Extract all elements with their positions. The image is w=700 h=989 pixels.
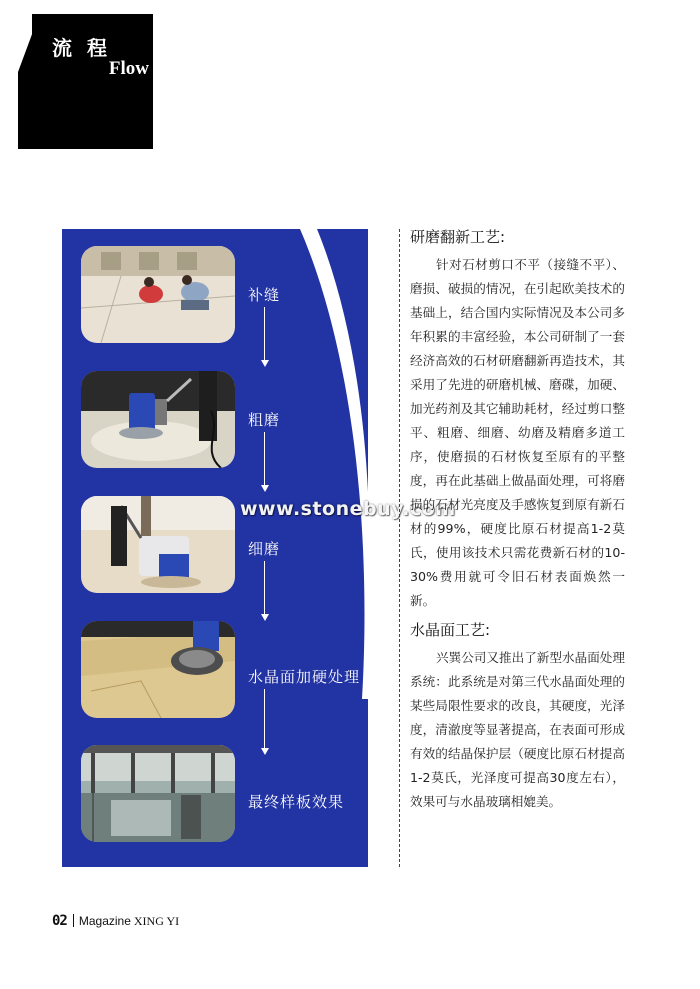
text-column [410, 226, 625, 820]
step-label-5: 最终样板效果 [248, 793, 345, 811]
photo-coarse-grinding [81, 371, 235, 468]
footer-magazine: Magazine [78, 914, 131, 928]
step-label-3: 细磨 [248, 540, 281, 558]
section-title-en: Flow [108, 58, 149, 79]
flow-arrow-3 [261, 561, 269, 621]
photo-crystal-hardening [81, 621, 235, 718]
section-body-crystal: 兴巽公司又推出了新型水晶面处理系统：此系统是对第三代水晶面处理的某些局限性要求的改良，其硬度，光泽度，清澈度等显著提高，在表面可形成有效的结晶保护层（硬度比原石材提高1-2莫氏，光泽度可提高30度左右），效果可与水晶玻璃相媲美。 [410, 650, 625, 809]
flow-arrow-4 [261, 689, 269, 755]
section-title-cn: 流 程 [52, 36, 111, 60]
step-label-2: 粗磨 [248, 411, 281, 429]
section-header [18, 14, 153, 149]
step-label-1: 补缝 [248, 286, 281, 304]
section-title-crystal: 水晶面工艺: [410, 621, 491, 639]
watermark: www.stonebuy.com [240, 498, 456, 520]
section-body-grinding: 针对石材剪口不平（接缝不平）、磨损、破损的情况，在引起欧美技术的基础上，结合国内实际情况及本公司多年积累的丰富经验，本公司研制了一套经济高效的石材研磨翻新再造技术，其采用了先进的研磨机械、磨碟，加硬、加光药剂及其它辅助耗材，经过剪口整平、粗磨、细磨、幼磨及精磨多道工序，使磨损的石材恢复至原有的平整度，再在此基础上做晶面处理，可将磨损的石材光亮度及手感恢复到原有新石材的99%，硬度比原石材提高1-2莫氏，使用该技术只需花费新石材的10-30%费用就可令旧石材表面焕然一新。 [410, 257, 625, 608]
page-number: 02 [52, 913, 67, 929]
photo-final-result [81, 745, 235, 842]
flow-arrow-1 [261, 307, 269, 367]
process-panel [62, 229, 368, 867]
page-footer [52, 913, 179, 931]
column-divider [399, 229, 400, 867]
header-notch [18, 14, 32, 72]
photo-fine-grinding [81, 496, 235, 593]
photo-fill-seams [81, 246, 235, 343]
section-title-grinding: 研磨翻新工艺: [410, 228, 506, 246]
flow-arrow-2 [261, 432, 269, 492]
footer-separator [73, 914, 74, 927]
footer-brand: XING YI [133, 914, 180, 928]
step-label-4: 水晶面加硬处理 [248, 668, 361, 686]
